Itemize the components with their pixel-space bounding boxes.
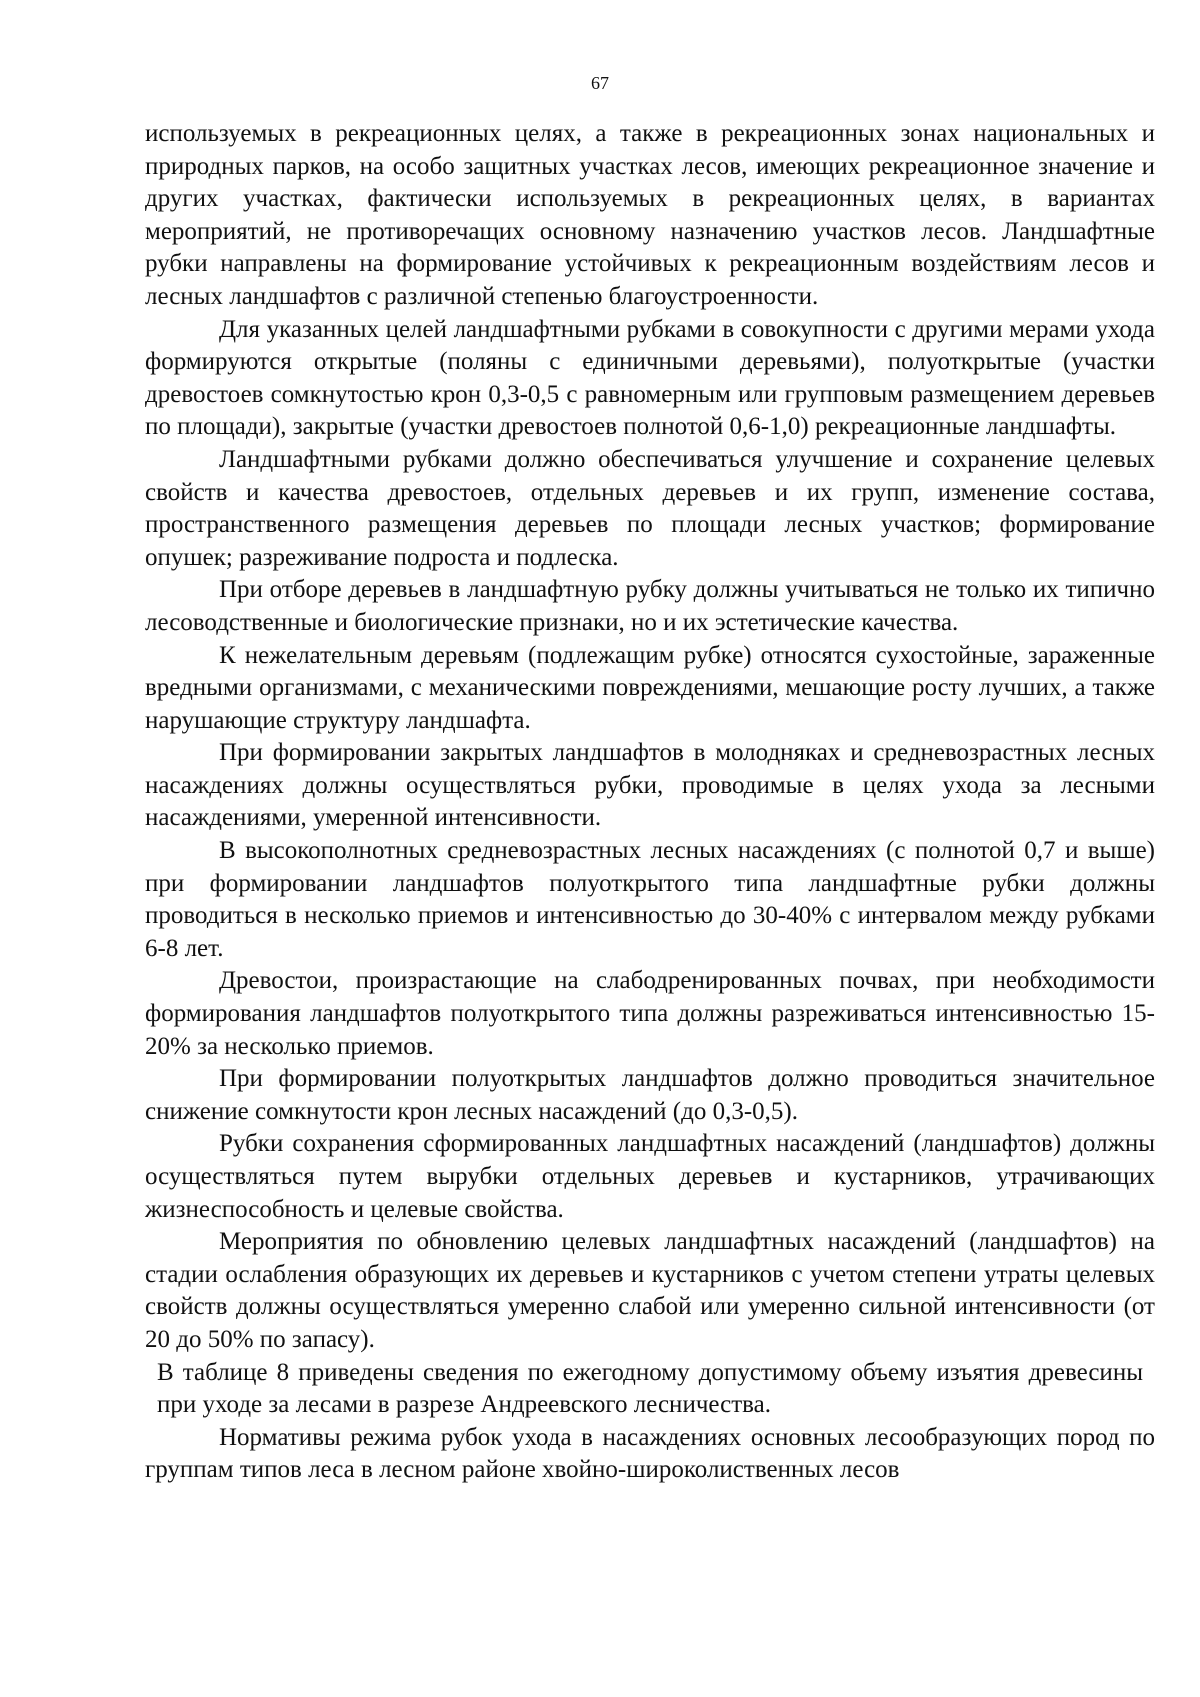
page-number: 67 bbox=[591, 73, 609, 93]
paragraph-table-8-reference: В таблице 8 приведены сведения по ежегодному допустимому объему изъятия древесины при уходе за лесами в разрезе Андреевского лесничества. bbox=[157, 1358, 1143, 1419]
paragraph-semi-open-landscapes: При формировании полуоткрытых ландшафтов должно проводиться значительное снижение сомкнутости крон лесных насаждений (до 0,3-0,5). bbox=[145, 1065, 1155, 1125]
body-text bbox=[145, 118, 1155, 1487]
paragraph-continuation: используемых в рекреационных целях, а также в рекреационных зонах национальных и природных парков, на особо защитных участках лесов, имеющих рекреационное значение и других участках, фактически используемых в рекреационных целях, в вариантах мероприятий, не противоречащих основному назначению участков лесов. Ландшафтные рубки направлены на формирование устойчивых к рекреационным воздействиям лесов и лесных ландшафтов с различной степенью благоустроенности. bbox=[145, 120, 1155, 310]
paragraph-high-density-stands: В высокополнотных средневозрастных лесных насаждениях (с полнотой 0,7 и выше) при формировании ландшафтов полуоткрытого типа ландшафтные рубки должны проводиться в несколько приемов и интенсивностью до 30-40% с интервалом между рубками 6-8 лет. bbox=[145, 837, 1155, 962]
paragraph-landscape-cutting-goals: Ландшафтными рубками должно обеспечиваться улучшение и сохранение целевых свойств и качества древостоев, отдельных деревьев и их групп, изменение состава, пространственного размещения деревьев по площади лесных участков; формирование опушек; разреживание подроста и подлеска. bbox=[145, 445, 1155, 571]
paragraph-closed-landscapes: При формировании закрытых ландшафтов в молодняках и средневозрастных лесных насаждениях должны осуществляться рубки, проводимые в целях ухода за лесными насаждениями, умеренной интенсивности. bbox=[145, 739, 1155, 832]
paragraph-landscape-types: Для указанных целей ландшафтными рубками в совокупности с другими мерами ухода формируются открытые (поляны с единичными деревьями), полуоткрытые (участки древостоев сомкнутостью крон 0,3-0,5 с равномерным или групповым размещением деревьев по площади), закрытые (участки древостоев полнотой 0,6-1,0) рекреационные ландшафты. bbox=[145, 315, 1155, 441]
paragraph-tree-selection: При отборе деревьев в ландшафтную рубку должны учитываться не только их типично лесоводственные и биологические признаки, но и их эстетические качества. bbox=[145, 576, 1155, 636]
paragraph-preservation-cutting: Рубки сохранения сформированных ландшафтных насаждений (ландшафтов) должны осуществляться путем вырубки отдельных деревьев и кустарников, утрачивающих жизнеспособность и целевые свойства. bbox=[145, 1130, 1155, 1223]
paragraph-undesirable-trees: К нежелательным деревьям (подлежащим рубке) относятся сухостойные, зараженные вредными организмами, с механическими повреждениями, мешающие росту лучших, а также нарушающие структуру ландшафта. bbox=[145, 641, 1155, 734]
paragraph-cutting-standards: Нормативы режима рубок ухода в насаждениях основных лесообразующих пород по группам типов леса в лесном районе хвойно-широколиственных лесов bbox=[145, 1423, 1155, 1484]
paragraph-poorly-drained-soils: Древостои, произрастающие на слабодренированных почвах, при необходимости формирования ландшафтов полуоткрытого типа должны разреживаться интенсивностью 15-20% за несколько приемов. bbox=[145, 967, 1155, 1060]
paragraph-renewal-measures: Мероприятия по обновлению целевых ландшафтных насаждений (ландшафтов) на стадии ослабления образующих их деревьев и кустарников с учетом степени утраты целевых свойств должны осуществляться умеренно слабой или умеренно сильной интенсивности (от 20 до 50% по запасу). bbox=[145, 1228, 1155, 1353]
